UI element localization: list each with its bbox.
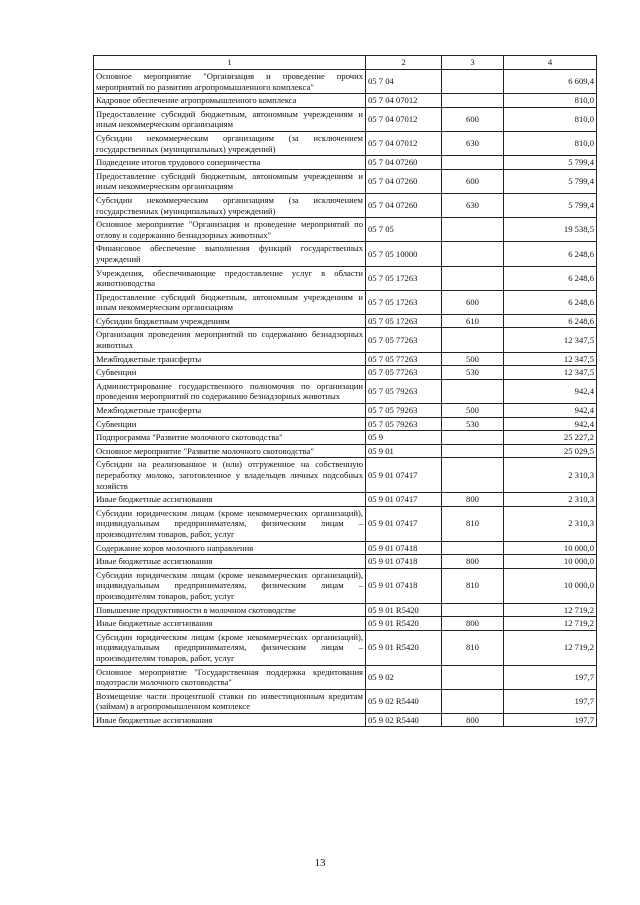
row-expense-type-cell: 800 (442, 617, 504, 631)
row-sum-cell: 197,7 (504, 713, 597, 727)
row-expense-type-cell: 500 (442, 352, 504, 366)
row-code-cell: 05 7 05 79263 (366, 404, 442, 418)
row-name-cell: Иные бюджетные ассигнования (94, 555, 366, 569)
row-code-cell: 05 9 01 07417 (366, 506, 442, 541)
row-code-cell: 05 9 01 (366, 444, 442, 458)
row-code-cell: 05 9 01 07418 (366, 555, 442, 569)
table-row (94, 314, 597, 328)
row-name-cell: Повышение продуктивности в молочном скотоводстве (94, 603, 366, 617)
row-expense-type-cell: 600 (442, 169, 504, 193)
row-name-cell: Межбюджетные трансферты (94, 404, 366, 418)
row-expense-type-cell: 630 (442, 193, 504, 217)
row-code-cell: 05 7 04 07012 (366, 131, 442, 155)
row-name-cell: Иные бюджетные ассигнования (94, 617, 366, 631)
row-code-cell: 05 9 01 07417 (366, 458, 442, 493)
row-code-cell: 05 7 05 79263 (366, 417, 442, 431)
row-code-cell: 05 7 04 07012 (366, 94, 442, 108)
row-code-cell: 05 7 05 77263 (366, 352, 442, 366)
header-cell-type: 3 (442, 56, 504, 70)
row-code-cell: 05 7 05 17263 (366, 290, 442, 314)
row-name-cell: Финансовое обеспечение выполнения функций государственных учреждений (94, 242, 366, 266)
row-code-cell: 05 7 04 07260 (366, 193, 442, 217)
row-sum-cell: 12 719,2 (504, 603, 597, 617)
row-name-cell: Основное мероприятие "Организация и проведение мероприятий по отлову и содержанию безнадзорных животных" (94, 218, 366, 242)
table-body (94, 70, 597, 727)
row-name-cell: Субсидии на реализованное и (или) отгруженное на собственную переработку молоко, заготовленное у владельцев личных подсобных хозяйств (94, 458, 366, 493)
row-sum-cell: 2 310,3 (504, 458, 597, 493)
row-name-cell: Основное мероприятие "Организация и проведение прочих мероприятий по развитию агропромышленного комплекса" (94, 70, 366, 94)
row-code-cell: 05 7 04 07012 (366, 107, 442, 131)
row-sum-cell: 197,7 (504, 689, 597, 713)
row-name-cell: Иные бюджетные ассигнования (94, 493, 366, 507)
row-name-cell: Содержание коров молочного направления (94, 541, 366, 555)
table-row (94, 169, 597, 193)
table-row (94, 617, 597, 631)
row-code-cell: 05 9 01 R5420 (366, 630, 442, 665)
row-name-cell: Субсидии юридическим лицам (кроме некоммерческих организаций), индивидуальным предпринимателям, физическим лицам – производителям товаров, работ, услуг (94, 568, 366, 603)
header-cell-name: 1 (94, 56, 366, 70)
row-sum-cell: 10 000,0 (504, 541, 597, 555)
row-code-cell: 05 9 02 R5440 (366, 713, 442, 727)
row-name-cell: Субсидии юридическим лицам (кроме некоммерческих организаций), индивидуальным предпринимателям, физическим лицам – производителям товаров, работ, услуг (94, 630, 366, 665)
row-expense-type-cell: 800 (442, 713, 504, 727)
page-number: 13 (314, 857, 326, 869)
row-expense-type-cell: 530 (442, 417, 504, 431)
row-expense-type-cell (442, 328, 504, 352)
row-code-cell: 05 7 05 (366, 218, 442, 242)
row-code-cell: 05 9 01 R5420 (366, 603, 442, 617)
row-sum-cell: 197,7 (504, 665, 597, 689)
row-sum-cell: 2 310,3 (504, 493, 597, 507)
row-expense-type-cell (442, 541, 504, 555)
row-sum-cell: 12 719,2 (504, 617, 597, 631)
row-code-cell: 05 9 01 07418 (366, 568, 442, 603)
table-row (94, 218, 597, 242)
row-sum-cell: 12 347,5 (504, 366, 597, 380)
row-code-cell: 05 9 02 (366, 665, 442, 689)
row-code-cell: 05 7 04 (366, 70, 442, 94)
table-row (94, 366, 597, 380)
row-expense-type-cell (442, 603, 504, 617)
row-name-cell: Субсидии некоммерческим организациям (за исключением государственных (муниципальных) учреждений) (94, 131, 366, 155)
table-row (94, 328, 597, 352)
table-row (94, 555, 597, 569)
row-expense-type-cell (442, 70, 504, 94)
row-name-cell: Основное мероприятие "Развитие молочного скотоводства" (94, 444, 366, 458)
row-code-cell: 05 9 (366, 431, 442, 445)
row-sum-cell: 10 000,0 (504, 555, 597, 569)
table-row (94, 107, 597, 131)
table-row (94, 404, 597, 418)
row-expense-type-cell: 500 (442, 404, 504, 418)
row-expense-type-cell (442, 444, 504, 458)
row-sum-cell: 942,4 (504, 404, 597, 418)
row-expense-type-cell: 800 (442, 555, 504, 569)
header-cell-code: 2 (366, 56, 442, 70)
row-expense-type-cell (442, 94, 504, 108)
row-expense-type-cell: 600 (442, 107, 504, 131)
row-name-cell: Субсидии бюджетным учреждениям (94, 314, 366, 328)
row-expense-type-cell (442, 379, 504, 403)
row-expense-type-cell: 810 (442, 630, 504, 665)
row-code-cell: 05 7 05 17263 (366, 266, 442, 290)
row-sum-cell: 942,4 (504, 379, 597, 403)
row-code-cell: 05 7 05 77263 (366, 366, 442, 380)
table-row (94, 193, 597, 217)
row-code-cell: 05 7 04 07260 (366, 156, 442, 170)
table-row (94, 689, 597, 713)
row-sum-cell: 5 799,4 (504, 156, 597, 170)
row-name-cell: Возмещение части процентной ставки по инвестиционным кредитам (займам) в агропромышленном комплексе (94, 689, 366, 713)
row-name-cell: Субвенции (94, 417, 366, 431)
table-row (94, 493, 597, 507)
row-code-cell: 05 9 01 07417 (366, 493, 442, 507)
row-code-cell: 05 7 05 10000 (366, 242, 442, 266)
row-sum-cell: 6 248,6 (504, 266, 597, 290)
row-expense-type-cell: 810 (442, 568, 504, 603)
row-name-cell: Подведение итогов трудового соперничества (94, 156, 366, 170)
row-name-cell: Предоставление субсидий бюджетным, автономным учреждениям и иным некоммерческим организациям (94, 169, 366, 193)
row-code-cell: 05 7 05 79263 (366, 379, 442, 403)
row-name-cell: Субвенции (94, 366, 366, 380)
table-row (94, 713, 597, 727)
table-row (94, 70, 597, 94)
row-code-cell: 05 7 05 17263 (366, 314, 442, 328)
row-sum-cell: 12 347,5 (504, 328, 597, 352)
row-sum-cell: 19 538,5 (504, 218, 597, 242)
row-code-cell: 05 7 05 77263 (366, 328, 442, 352)
table-row (94, 541, 597, 555)
row-code-cell: 05 9 01 07418 (366, 541, 442, 555)
row-sum-cell: 25 029,5 (504, 444, 597, 458)
row-expense-type-cell (442, 458, 504, 493)
table-row (94, 630, 597, 665)
table-row (94, 290, 597, 314)
row-sum-cell: 5 799,4 (504, 193, 597, 217)
row-name-cell: Кадровое обеспечение агропромышленного комплекса (94, 94, 366, 108)
row-name-cell: Субсидии некоммерческим организациям (за исключением государственных (муниципальных) учреждений) (94, 193, 366, 217)
row-sum-cell: 810,0 (504, 131, 597, 155)
table-row (94, 665, 597, 689)
table-row (94, 156, 597, 170)
row-name-cell: Организация проведения мероприятий по содержанию безнадзорных животных (94, 328, 366, 352)
table-row (94, 379, 597, 403)
row-sum-cell: 6 248,6 (504, 314, 597, 328)
row-expense-type-cell: 810 (442, 506, 504, 541)
row-name-cell: Предоставление субсидий бюджетным, автономным учреждениям и иным некоммерческим организациям (94, 290, 366, 314)
row-expense-type-cell (442, 665, 504, 689)
table-row (94, 94, 597, 108)
row-sum-cell: 10 000,0 (504, 568, 597, 603)
row-sum-cell: 810,0 (504, 94, 597, 108)
row-expense-type-cell: 600 (442, 290, 504, 314)
row-name-cell: Межбюджетные трансферты (94, 352, 366, 366)
row-expense-type-cell: 610 (442, 314, 504, 328)
row-sum-cell: 6 248,6 (504, 290, 597, 314)
row-expense-type-cell (442, 218, 504, 242)
row-expense-type-cell (442, 156, 504, 170)
row-name-cell: Учреждения, обеспечивающие предоставление услуг в области животноводства (94, 266, 366, 290)
row-code-cell: 05 9 02 R5440 (366, 689, 442, 713)
header-cell-sum: 4 (504, 56, 597, 70)
row-expense-type-cell (442, 266, 504, 290)
table-row (94, 131, 597, 155)
row-code-cell: 05 9 01 R5420 (366, 617, 442, 631)
row-sum-cell: 25 227,2 (504, 431, 597, 445)
row-name-cell: Основное мероприятие "Государственная поддержка кредитования подотрасли молочного скотоводства" (94, 665, 366, 689)
row-expense-type-cell (442, 689, 504, 713)
row-sum-cell: 6 609,4 (504, 70, 597, 94)
table-header-row (94, 56, 597, 70)
table-row (94, 568, 597, 603)
table-row (94, 506, 597, 541)
row-expense-type-cell: 630 (442, 131, 504, 155)
table-row (94, 352, 597, 366)
row-sum-cell: 942,4 (504, 417, 597, 431)
table-row (94, 417, 597, 431)
row-expense-type-cell: 800 (442, 493, 504, 507)
row-sum-cell: 12 719,2 (504, 630, 597, 665)
table-row (94, 458, 597, 493)
table-row (94, 242, 597, 266)
row-expense-type-cell (442, 242, 504, 266)
row-name-cell: Субсидии юридическим лицам (кроме некоммерческих организаций), индивидуальным предпринимателям, физическим лицам – производителям товаров, работ, услуг (94, 506, 366, 541)
row-sum-cell: 12 347,5 (504, 352, 597, 366)
row-sum-cell: 810,0 (504, 107, 597, 131)
row-expense-type-cell: 530 (442, 366, 504, 380)
row-expense-type-cell (442, 431, 504, 445)
table-row (94, 266, 597, 290)
table-row (94, 603, 597, 617)
row-name-cell: Иные бюджетные ассигнования (94, 713, 366, 727)
row-sum-cell: 2 310,3 (504, 506, 597, 541)
table-row (94, 431, 597, 445)
row-sum-cell: 6 248,6 (504, 242, 597, 266)
row-code-cell: 05 7 04 07260 (366, 169, 442, 193)
table-row (94, 444, 597, 458)
row-name-cell: Администрирование государственного полномочия по организации проведения мероприятий по содержанию безнадзорных животных (94, 379, 366, 403)
row-name-cell: Подпрограмма "Развитие молочного скотоводства" (94, 431, 366, 445)
row-name-cell: Предоставление субсидий бюджетным, автономным учреждениям и иным некоммерческим организациям (94, 107, 366, 131)
budget-table (93, 55, 597, 727)
row-sum-cell: 5 799,4 (504, 169, 597, 193)
